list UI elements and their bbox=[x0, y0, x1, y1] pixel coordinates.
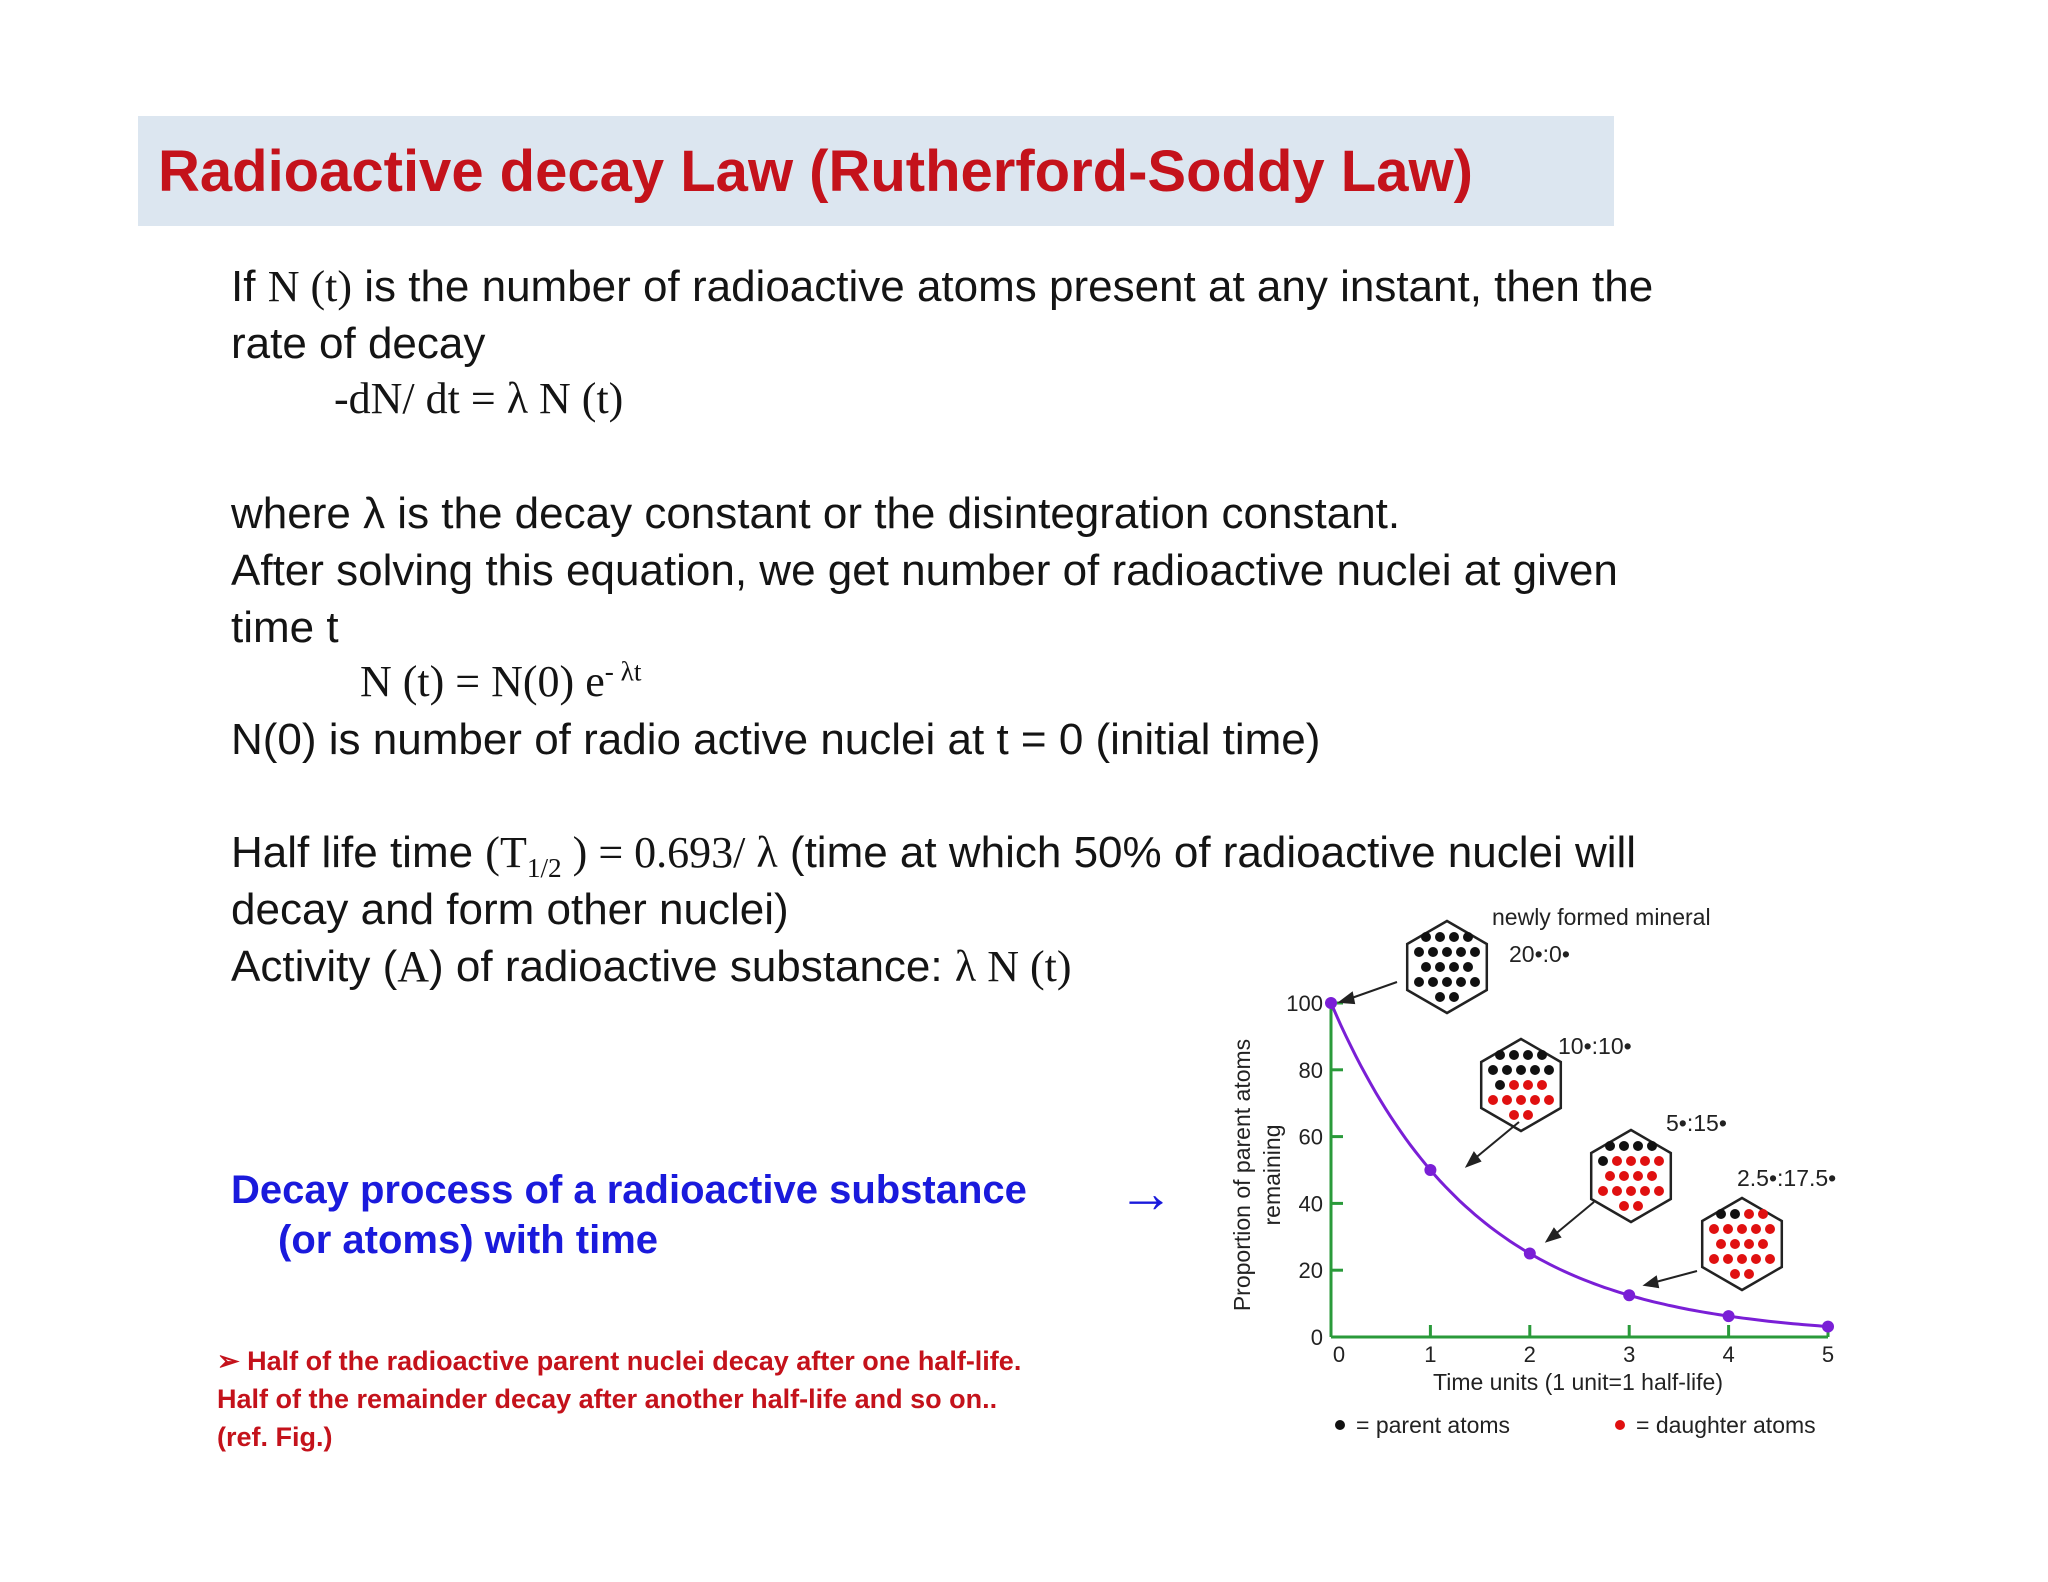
daughter-atom bbox=[1709, 1224, 1719, 1234]
hexagon-outline bbox=[1702, 1198, 1782, 1290]
annotation-ratio-2: 5•:15• bbox=[1666, 1110, 1727, 1136]
legend-daughter-label: = daughter atoms bbox=[1636, 1412, 1816, 1438]
solution-exponent: - λt bbox=[604, 656, 642, 687]
decay-constant-line: where λ is the decay constant or the disintegration constant. bbox=[231, 489, 1401, 538]
y-ticks bbox=[1286, 991, 1343, 1350]
annotation-newly-formed: newly formed mineral bbox=[1492, 904, 1711, 930]
y-tick-label: 100 bbox=[1286, 991, 1323, 1016]
x-tick-label: 1 bbox=[1424, 1342, 1437, 1367]
parent-atom bbox=[1523, 1050, 1533, 1060]
parent-atom bbox=[1414, 947, 1424, 957]
daughter-atom bbox=[1516, 1095, 1526, 1105]
parent-atom bbox=[1488, 1065, 1498, 1075]
parent-atom bbox=[1470, 977, 1480, 987]
parent-atom bbox=[1414, 977, 1424, 987]
intro-nt: N (t) bbox=[267, 262, 352, 311]
daughter-atom bbox=[1544, 1095, 1554, 1105]
half-life-text-a: Half life time bbox=[231, 828, 486, 877]
daughter-atom bbox=[1737, 1254, 1747, 1264]
daughter-atom bbox=[1509, 1080, 1519, 1090]
parent-atom bbox=[1502, 1065, 1512, 1075]
parent-atom bbox=[1428, 977, 1438, 987]
x-axis-label: Time units (1 unit=1 half-life) bbox=[1433, 1369, 1723, 1395]
parent-atom bbox=[1537, 1050, 1547, 1060]
half-life-T: (T bbox=[485, 828, 527, 877]
daughter-atom bbox=[1765, 1224, 1775, 1234]
daughter-atom bbox=[1744, 1239, 1754, 1249]
half-life-text-b: (time at which 50% of radioactive nuclei will bbox=[777, 828, 1637, 877]
y-tick-label: 0 bbox=[1310, 1325, 1323, 1350]
daughter-atom bbox=[1633, 1171, 1643, 1181]
x-tick-label: 3 bbox=[1623, 1342, 1636, 1367]
parent-atom bbox=[1435, 962, 1445, 972]
decay-caption-2: (or atoms) with time bbox=[278, 1218, 659, 1262]
parent-atom bbox=[1619, 1141, 1629, 1151]
parent-atom bbox=[1456, 947, 1466, 957]
data-point bbox=[1424, 1164, 1436, 1176]
hexagon-outline bbox=[1591, 1130, 1671, 1222]
parent-atom bbox=[1442, 977, 1452, 987]
half-life-sub: 1/2 bbox=[526, 852, 562, 883]
daughter-atom bbox=[1751, 1224, 1761, 1234]
daughter-atom bbox=[1730, 1269, 1740, 1279]
rate-equation: -dN/ dt = λ N (t) bbox=[334, 374, 624, 423]
parent-atom bbox=[1495, 1050, 1505, 1060]
daughter-atom bbox=[1744, 1269, 1754, 1279]
parent-atom bbox=[1730, 1209, 1740, 1219]
half-life-line-2: decay and form other nuclei) bbox=[231, 885, 789, 934]
parent-atom bbox=[1605, 1141, 1615, 1151]
daughter-atom bbox=[1730, 1239, 1740, 1249]
data-point bbox=[1723, 1310, 1735, 1322]
parent-atom bbox=[1449, 992, 1459, 1002]
note-line-2: Half of the remainder decay after another half-life and so on.. bbox=[217, 1384, 998, 1414]
parent-atom bbox=[1530, 1065, 1540, 1075]
parent-atom bbox=[1544, 1065, 1554, 1075]
x-tick-label: 0 bbox=[1332, 1342, 1346, 1367]
parent-atom bbox=[1421, 962, 1431, 972]
daughter-atom bbox=[1488, 1095, 1498, 1105]
daughter-atom bbox=[1633, 1201, 1643, 1211]
parent-atom bbox=[1633, 1141, 1643, 1151]
parent-atom bbox=[1470, 947, 1480, 957]
parent-atom bbox=[1449, 932, 1459, 942]
leader-arrowhead-0-icon bbox=[1340, 993, 1354, 1003]
parent-atom bbox=[1456, 977, 1466, 987]
daughter-atom bbox=[1537, 1080, 1547, 1090]
hexagon-outline bbox=[1481, 1039, 1561, 1131]
daughter-atom bbox=[1619, 1171, 1629, 1181]
parent-atom bbox=[1421, 932, 1431, 942]
parent-atom bbox=[1463, 932, 1473, 942]
parent-atom bbox=[1598, 1156, 1608, 1166]
daughter-atom bbox=[1509, 1110, 1519, 1120]
daughter-atom bbox=[1619, 1201, 1629, 1211]
daughter-atom bbox=[1605, 1171, 1615, 1181]
data-point bbox=[1822, 1321, 1834, 1333]
mineral-hexagon-0 bbox=[1407, 921, 1487, 1013]
leader-arrow-1 bbox=[1473, 1122, 1519, 1160]
daughter-atom bbox=[1626, 1156, 1636, 1166]
note-line-1: ➢ Half of the radioactive parent nuclei decay after one half-life. bbox=[217, 1346, 1022, 1376]
parent-atom bbox=[1435, 992, 1445, 1002]
daughter-atom bbox=[1716, 1239, 1726, 1249]
daughter-atom bbox=[1654, 1186, 1664, 1196]
leader-arrows bbox=[1340, 982, 1697, 1287]
y-tick-label: 60 bbox=[1298, 1124, 1323, 1150]
y-tick-label: 80 bbox=[1298, 1057, 1323, 1083]
daughter-atom bbox=[1647, 1171, 1657, 1181]
mineral-hexagon-2 bbox=[1591, 1130, 1671, 1222]
parent-atom bbox=[1449, 962, 1459, 972]
pointer-arrow-icon: → bbox=[1118, 1161, 1174, 1224]
slide-title: Radioactive decay Law (Rutherford-Soddy Law) bbox=[158, 139, 1473, 204]
mineral-hexagon-3 bbox=[1702, 1198, 1782, 1290]
leader-arrow-3 bbox=[1652, 1271, 1697, 1283]
y-tick-label: 40 bbox=[1298, 1191, 1323, 1217]
x-tick-label: 4 bbox=[1722, 1342, 1735, 1367]
parent-atom bbox=[1516, 1065, 1526, 1075]
x-tick-label: 2 bbox=[1523, 1342, 1536, 1367]
half-life-eq: ) = 0.693/ λ bbox=[561, 828, 778, 877]
daughter-atom bbox=[1758, 1209, 1768, 1219]
daughter-atom bbox=[1612, 1156, 1622, 1166]
data-point bbox=[1623, 1289, 1635, 1301]
legend-parent-label: = parent atoms bbox=[1356, 1412, 1511, 1438]
daughter-atom bbox=[1758, 1239, 1768, 1249]
annotation-ratio-3: 2.5•:17.5• bbox=[1737, 1165, 1837, 1191]
daughter-atom bbox=[1598, 1186, 1608, 1196]
data-point bbox=[1325, 997, 1337, 1009]
solution-main: N (t) = N(0) e bbox=[360, 657, 605, 706]
decay-caption-1: Decay process of a radioactive substance bbox=[231, 1168, 1027, 1212]
intro-text-a: If bbox=[231, 262, 268, 311]
activity-equation: λ N (t) bbox=[954, 942, 1072, 991]
daughter-atom bbox=[1502, 1095, 1512, 1105]
daughter-atom bbox=[1640, 1186, 1650, 1196]
daughter-atom bbox=[1751, 1254, 1761, 1264]
daughter-atom bbox=[1709, 1254, 1719, 1264]
mineral-hexagon-1 bbox=[1481, 1039, 1561, 1131]
leader-arrow-2 bbox=[1553, 1202, 1594, 1236]
y-axis-label: Proportion of parent atoms bbox=[1229, 1038, 1255, 1312]
hexagon-outline bbox=[1407, 921, 1487, 1013]
solve-line-1: After solving this equation, we get number of radioactive nuclei at given bbox=[231, 546, 1618, 595]
annotation-ratio-1: 10•:10• bbox=[1558, 1033, 1632, 1059]
daughter-atom bbox=[1723, 1224, 1733, 1234]
data-point bbox=[1524, 1248, 1536, 1260]
parent-atom bbox=[1428, 947, 1438, 957]
note-line-3: (ref. Fig.) bbox=[217, 1422, 333, 1452]
daughter-atom bbox=[1737, 1224, 1747, 1234]
parent-atom bbox=[1647, 1141, 1657, 1151]
daughter-atom bbox=[1744, 1209, 1754, 1219]
daughter-atom bbox=[1530, 1095, 1540, 1105]
daughter-atom bbox=[1723, 1254, 1733, 1264]
daughter-atom bbox=[1523, 1080, 1533, 1090]
x-tick-label: 5 bbox=[1821, 1342, 1835, 1367]
activity-text-a: Activity ( bbox=[231, 942, 398, 991]
intro-line-2: rate of decay bbox=[231, 319, 486, 368]
daughter-atom bbox=[1640, 1156, 1650, 1166]
activity-text-b: ) of radioactive substance: bbox=[429, 942, 955, 991]
parent-atom bbox=[1716, 1209, 1726, 1219]
y-axis-label-2: remaining bbox=[1259, 1124, 1285, 1226]
legend-parent-dot bbox=[1335, 1420, 1345, 1430]
parent-atom bbox=[1435, 932, 1445, 942]
parent-atom bbox=[1509, 1050, 1519, 1060]
daughter-atom bbox=[1626, 1186, 1636, 1196]
daughter-atom bbox=[1654, 1156, 1664, 1166]
annotation-ratio-0: 20•:0• bbox=[1509, 941, 1570, 967]
parent-atom bbox=[1442, 947, 1452, 957]
x-ticks bbox=[1333, 1325, 1834, 1367]
solve-line-2: time t bbox=[231, 603, 339, 652]
n0-definition: N(0) is number of radio active nuclei at t = 0 (initial time) bbox=[231, 715, 1321, 764]
daughter-atom bbox=[1765, 1254, 1775, 1264]
y-tick-label: 20 bbox=[1298, 1258, 1323, 1284]
daughter-atom bbox=[1612, 1186, 1622, 1196]
activity-A: A bbox=[397, 942, 430, 991]
intro-text-b: is the number of radioactive atoms present at any instant, then the bbox=[352, 262, 1654, 311]
parent-atom bbox=[1495, 1080, 1505, 1090]
legend-daughter-dot bbox=[1615, 1420, 1625, 1430]
daughter-atom bbox=[1523, 1110, 1533, 1120]
parent-atom bbox=[1463, 962, 1473, 972]
leader-arrowhead-3-icon bbox=[1645, 1277, 1658, 1287]
